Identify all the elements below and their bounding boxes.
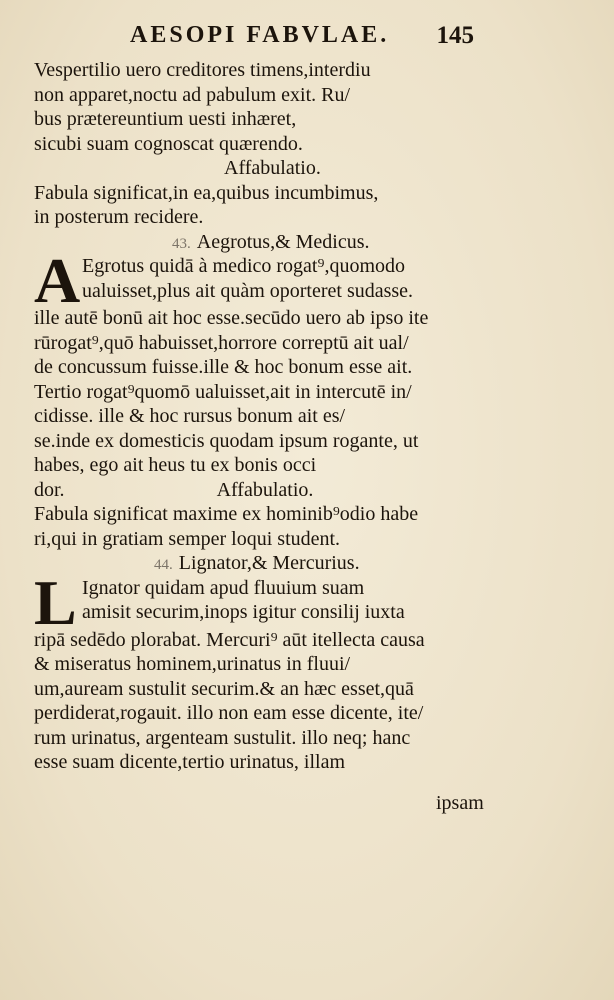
text-line: amisit securim,inops igitur consilij iuxta — [82, 601, 405, 623]
text-line — [34, 478, 504, 503]
drop-capital: L — [34, 575, 77, 628]
text-line: Vespertilio uero creditores timens,interdiu — [34, 59, 371, 81]
text-line: Tertio rogat⁹quomō ualuisset,ait in intercutē in/ — [34, 380, 412, 403]
body-text — [34, 58, 504, 775]
text-line: ille autē bonū ait hoc esse.secūdo uero ab ipso ite — [34, 307, 429, 329]
affabulatio-heading: Affabulatio. — [224, 157, 321, 179]
fable-body-block — [34, 576, 504, 628]
drop-capital: A — [34, 254, 81, 306]
text-line: rum urinatus, argenteam sustulit. illo neq; hanc — [34, 726, 411, 749]
fable-number: 44. — [154, 557, 173, 573]
text-line: ripā sedēdo plorabat. Mercuri⁹ aūt itellecta causa — [34, 628, 425, 651]
catchword: ipsam — [436, 792, 484, 814]
text-line: Fabula significat maxime ex hominib⁹odio habe — [34, 503, 419, 525]
fable-title-heading — [34, 551, 504, 576]
text-line: Egrotus quidā à medico rogat⁹,quomodo — [82, 255, 406, 277]
text-line: non apparet,noctu ad pabulum exit. Ru/ — [34, 83, 351, 106]
text-line: ualuisset,plus ait quàm oporteret sudasse. — [82, 279, 414, 302]
text-line: Ignator quidam apud fluuium suam — [82, 576, 365, 599]
text-line: sicubi suam cognoscat quærendo. — [34, 132, 303, 155]
page-header — [130, 18, 474, 58]
text-line: ri,qui in gratiam semper loqui student. — [34, 527, 341, 550]
text-line: cidisse. ille & hoc rursus bonum ait es/ — [34, 405, 346, 427]
text-line: Fabula significat,in ea,quibus incumbimus, — [34, 181, 379, 204]
fable-title: Aegrotus,& Medicus. — [196, 230, 370, 253]
text-line: de concussum fuisse.ille & hoc bonum esse ait. — [34, 356, 413, 378]
fable-title-heading — [34, 230, 504, 255]
text-line: se.inde ex domesticis quodam ipsum rogante, ut — [34, 429, 419, 452]
text-line: perdiderat,rogauit. illo non eam esse dicente, ite/ — [34, 702, 424, 724]
text-line: habes, ego ait heus tu ex bonis occi — [34, 454, 317, 476]
text-fragment: dor. — [34, 478, 65, 501]
text-line: rūrogat⁹,quō habuisset,horrore correptū ait ual/ — [34, 331, 409, 354]
running-title: AESOPI FABVLAE. — [130, 22, 390, 48]
page-number: 145 — [436, 22, 474, 49]
affabulatio-heading: Affabulatio. — [216, 478, 314, 501]
text-line: um,auream sustulit securim.& an hæc esset,quā — [34, 677, 414, 700]
fable-number: 43. — [172, 235, 191, 252]
text-line: esse suam dicente,tertio urinatus, illam — [34, 751, 346, 773]
text-line: & miseratus hominem,urinatus in fluui/ — [34, 653, 351, 675]
fable-title: Lignator,& Mercurius. — [178, 552, 360, 574]
fable-body-block — [34, 254, 504, 306]
text-line: in posterum recidere. — [34, 206, 204, 228]
text-line: bus prætereuntium uesti inhæret, — [34, 108, 297, 130]
